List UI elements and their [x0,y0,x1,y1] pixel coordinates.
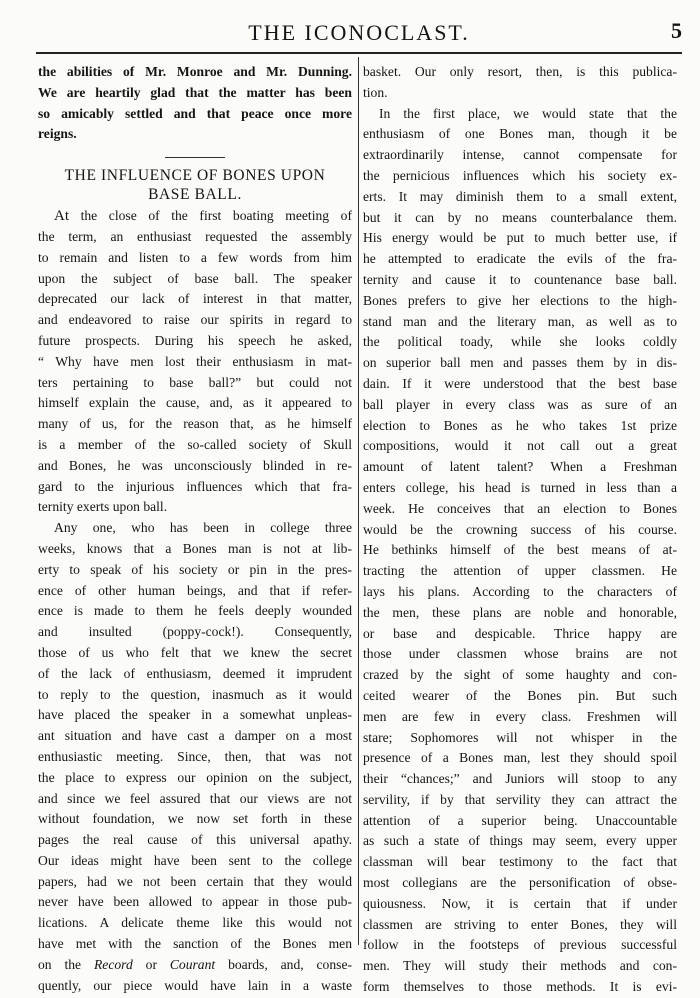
text-line: attention of a superior being. Unaccountable [363,812,677,828]
text-line: ence of other human beings, and that if refer- [38,582,352,598]
text-line: compositions, would it not call out a great [363,438,677,454]
text-line: classmen are striving to enter Bones, they will [363,916,677,932]
text-line: the place to express our opinion on the subject, [38,769,352,785]
text-line: the pernicious influences which his society ex- [363,167,677,183]
text-line: We are heartily glad that the matter has been [38,84,352,100]
text-line: enters college, his head is turned in less than a [363,479,677,495]
text-line: ternity and cause it to countenance base ball. [363,271,677,287]
text-line: or base and despicable. Thrice happy are [363,625,677,641]
text-line: enthusiastic meeting. Since, then, that was not [38,748,352,764]
text-line: lays his plans. According to the characters of [363,583,677,599]
heading-line: BASE BALL. [148,186,242,204]
text-line: have placed the speaker in a somewhat unpleas- [38,707,352,723]
text-line: week. He conceives that an election to Bones [363,500,677,516]
record-title: Record [94,956,133,972]
article-body [38,206,352,996]
text-line: to remain and listen to a few words from him [38,249,352,265]
page-header [36,20,682,50]
intro-paragraph [38,62,352,145]
text-line: deprecated our lack of interest in that matter, [38,291,352,307]
text-line: ball player in every class was as sure of an [363,396,677,412]
text-line: and endeavored to raise our spirits in regard to [38,312,352,328]
text-line-first [38,206,352,227]
text-line: basket. Our only resort, then, is this publica- [363,64,677,79]
text-line: would be the crowning success of his course. [363,521,677,537]
text-line: crazed by the sight of some haughty and con- [363,667,677,683]
text-line: the political toady, while she looks coldly [363,334,677,350]
text-line: ternity exerts upon ball. [38,499,168,515]
text-line: Bones prefers to give her elections to the high- [363,292,677,308]
text-span: the close of the first boating meeting of [69,208,352,224]
page-number: 5 [671,18,682,43]
text-line: erts. It may diminish them to a small extent, [363,188,677,204]
text-line: papers, had we not been certain that they would [38,873,352,889]
text-line: quently, our piece would have lain in a waste [38,977,352,993]
text-line: Any one, who has been in college three [54,520,352,536]
article-heading [38,166,352,204]
text-line: quiousness. Now, it is certain that if under [363,895,677,911]
section-divider [165,157,225,158]
text-line-record [38,955,352,976]
text-line: follow in the footsteps of previous successful [363,937,677,953]
header-rule [36,52,682,54]
text-line: stare; Sophomores will not whisper in the [363,729,677,745]
text-line: on superior ball men and passes them by in dis- [363,355,677,371]
text-line: tracting the attention of upper classmen. He [363,563,677,579]
text-line: future prospects. During his speech he asked, [38,332,352,348]
text-line: presence of a Bones man, lest they should spoil [363,750,677,766]
text-line: many of us, for the reason that, as he himself [38,416,352,432]
text-line: and insulted (poppy-cock!). Consequently, [38,624,352,640]
text-line: is a member of the so-called society of Skull [38,436,352,452]
courant-title: Courant [169,956,216,972]
text-span: or [132,956,170,972]
text-line: the term, an enthusiast requested the assembly [38,228,352,244]
text-line: never have been allowed to appear in those pub- [38,894,352,910]
column-divider [358,57,359,945]
text-line: amount of latent talent? When a Freshman [363,459,677,475]
text-line: ceited wearer of the Bones pin. But such [363,687,677,703]
text-line: so amicably settled and that peace once more [38,105,352,121]
text-line: “ Why have men lost their enthusiasm in mat- [38,353,352,369]
text-line: their “chances;” and Juniors will stoop to any [363,771,677,787]
text-span: boards, and, conse- [215,956,352,972]
text-line: classman will bear testimony to the fact that [363,854,677,870]
text-line: tion. [363,84,388,100]
text-line: lications. A delicate theme like this would not [38,915,352,931]
text-line: men are few in every class. Freshmen will [363,708,677,724]
text-line: of the lack of enthusiasm, deemed it imprudent [38,665,352,681]
text-line: have met with the sanction of the Bones men [38,936,352,952]
text-line: he attempted to eradicate the evils of the fra- [363,251,677,267]
text-line: reigns. [38,126,77,142]
text-line: Our ideas might have been sent to the college [38,852,352,868]
heading-line: THE INFLUENCE OF BONES UPON [64,167,326,185]
left-column [38,62,352,996]
text-line: In the first place, we would state that the [379,105,677,121]
text-line: ters pertaining to base ball?” but could not [38,374,352,390]
text-line: erty to speak of his society or pin in the pres- [38,561,352,577]
text-line: dain. If it were understood that the best base [363,375,677,391]
text-line: most collegians are the personification of obse- [363,875,677,891]
text-line: form themselves to those methods. It is evi- [363,979,677,995]
text-line: and Bones, he was unconsciously blinded in re- [38,457,352,473]
text-line: He bethinks himself of the best means of at- [363,542,677,558]
lead-word: At [54,208,69,225]
text-span: on the [38,956,94,972]
text-line: those of us who felt that we knew the secret [38,644,352,660]
text-line: ence is made to them he feels deeply wounded [38,603,352,619]
text-line: upon the subject of base ball. The speaker [38,270,352,286]
text-line: election to Bones as he who takes 1st prize [363,417,677,433]
text-line: as such a state of things may seem, every upper [363,833,677,849]
text-line: but it can by no means counterbalance them. [363,209,677,225]
text-line: ant situation and have cast a damper on a most [38,728,352,744]
text-line: and since we feel assured that our views are not [38,790,352,806]
text-line: extraordinarily intense, cannot compensate for [363,147,677,163]
text-line: himself explain the cause, and, as it appeared to [38,395,352,411]
text-line: servility, if by that servility they can attract the [363,791,677,807]
text-line: enthusiasm of one Bones man, though it be [363,126,677,142]
text-line: those under classmen whose brains are not [363,646,677,662]
right-column [363,62,677,998]
text-line: weeks, knows that a Bones man is not at lib- [38,540,352,556]
text-line: men. They will study their methods and con- [363,958,677,974]
text-line: the abilities of Mr. Monroe and Mr. Dunning. [38,64,352,79]
journal-title: THE ICONOCLAST. [248,20,470,45]
text-line: stand man and the literary man, as well as to [363,313,677,329]
text-line: gard to the injurious influences which that fra- [38,478,352,494]
text-line: His energy would be put to much better use, if [363,230,677,246]
text-line: pages the real cause of this universal apathy. [38,832,352,848]
text-line: to reply to the question, inasmuch as it would [38,686,352,702]
text-line: the men, these plans are noble and honorable, [363,604,677,620]
text-line: without foundation, we now set forth in these [38,811,352,827]
